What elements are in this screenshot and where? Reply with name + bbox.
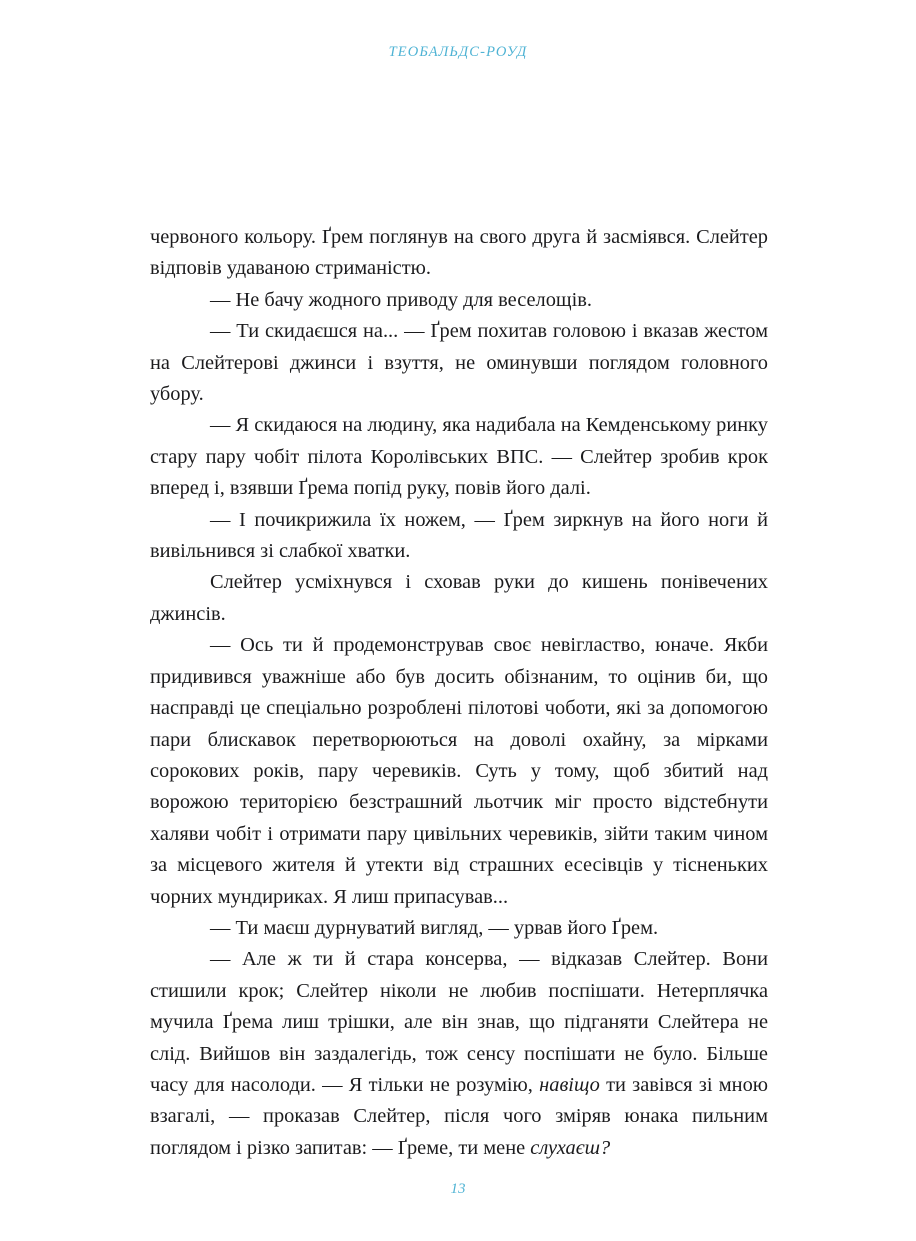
paragraph: — Ти маєш дурнуватий вигляд, — урвав його Ґрем.: [210, 916, 659, 939]
paragraph: — Я скидаюся на людину, яка надибала на Кемденському ринку стару пару чобіт пілота Королівських ВПС. — Слейтер зробив крок вперед і, взявши Ґрема попід руку, повів його далі.: [150, 414, 768, 500]
emphasis-text: слухаєш?: [530, 1136, 611, 1159]
paragraph: — Ти скидаєшся на... — Ґрем похитав головою і вказав жестом на Слейтерові джинси і взуття, не оминувши поглядом головного убору.: [150, 320, 768, 406]
paragraph: — І почикрижила їх ножем, — Ґрем зиркнув на його ноги й вивільнився зі слабкої хватки.: [150, 508, 768, 563]
emphasis-text: навіщо: [539, 1073, 600, 1096]
paragraph: червоного кольору. Ґрем поглянув на свого друга й засміявся. Слейтер відповів удаваною стриманістю.: [150, 226, 768, 280]
paragraph-text: ти завівся зі мною взагалі, — проказав Слейтер, після чого зміряв юнака пильним поглядом і різко запитав: — Ґреме, ти мене: [150, 1073, 769, 1159]
paragraph: — Ось ти й продемонстрував своє невігластво, юначе. Якби придивився уважніше або був досить обізнаним, то оцінив би, що насправді це спеціально розроблені пілотові чоботи, які за допомогою пари блискавок перетворюються на доволі охайну, за мірками сорокових років, пару черевиків. Суть у тому, щоб збитий над ворожою територією безстрашний льотчик міг просто відстебнути халяви чобіт і отримати пару цивільних черевиків, зійти таким чином за місцевого жителя й утекти від страшних есесівців у тісненьких чорних мундириках. Я лиш припасував...: [150, 634, 768, 908]
paragraph: Слейтер усміхнувся і сховав руки до кишень понівечених джинсів.: [150, 571, 768, 625]
running-head: ТЕОБАЛЬДС-РОУД: [388, 44, 528, 60]
paragraph: [150, 944, 768, 1164]
page-number: 13: [450, 1181, 466, 1197]
paragraph-text: — Але ж ти й стара консерва, — відказав Слейтер. Вони стишили крок; Слейтер ніколи не любив поспішати. Нетерплячка мучила Ґрема лиш трішки, але він знав, що підганяти Слейтера не слід. Вийшов він заздалегідь, тож сенсу поспішати не було. Більше часу для насолоди. — Я тільки не розумію,: [150, 948, 768, 1096]
body-text-block: [150, 222, 768, 1164]
paragraph: — Не бачу жодного приводу для веселощів.: [210, 288, 593, 311]
